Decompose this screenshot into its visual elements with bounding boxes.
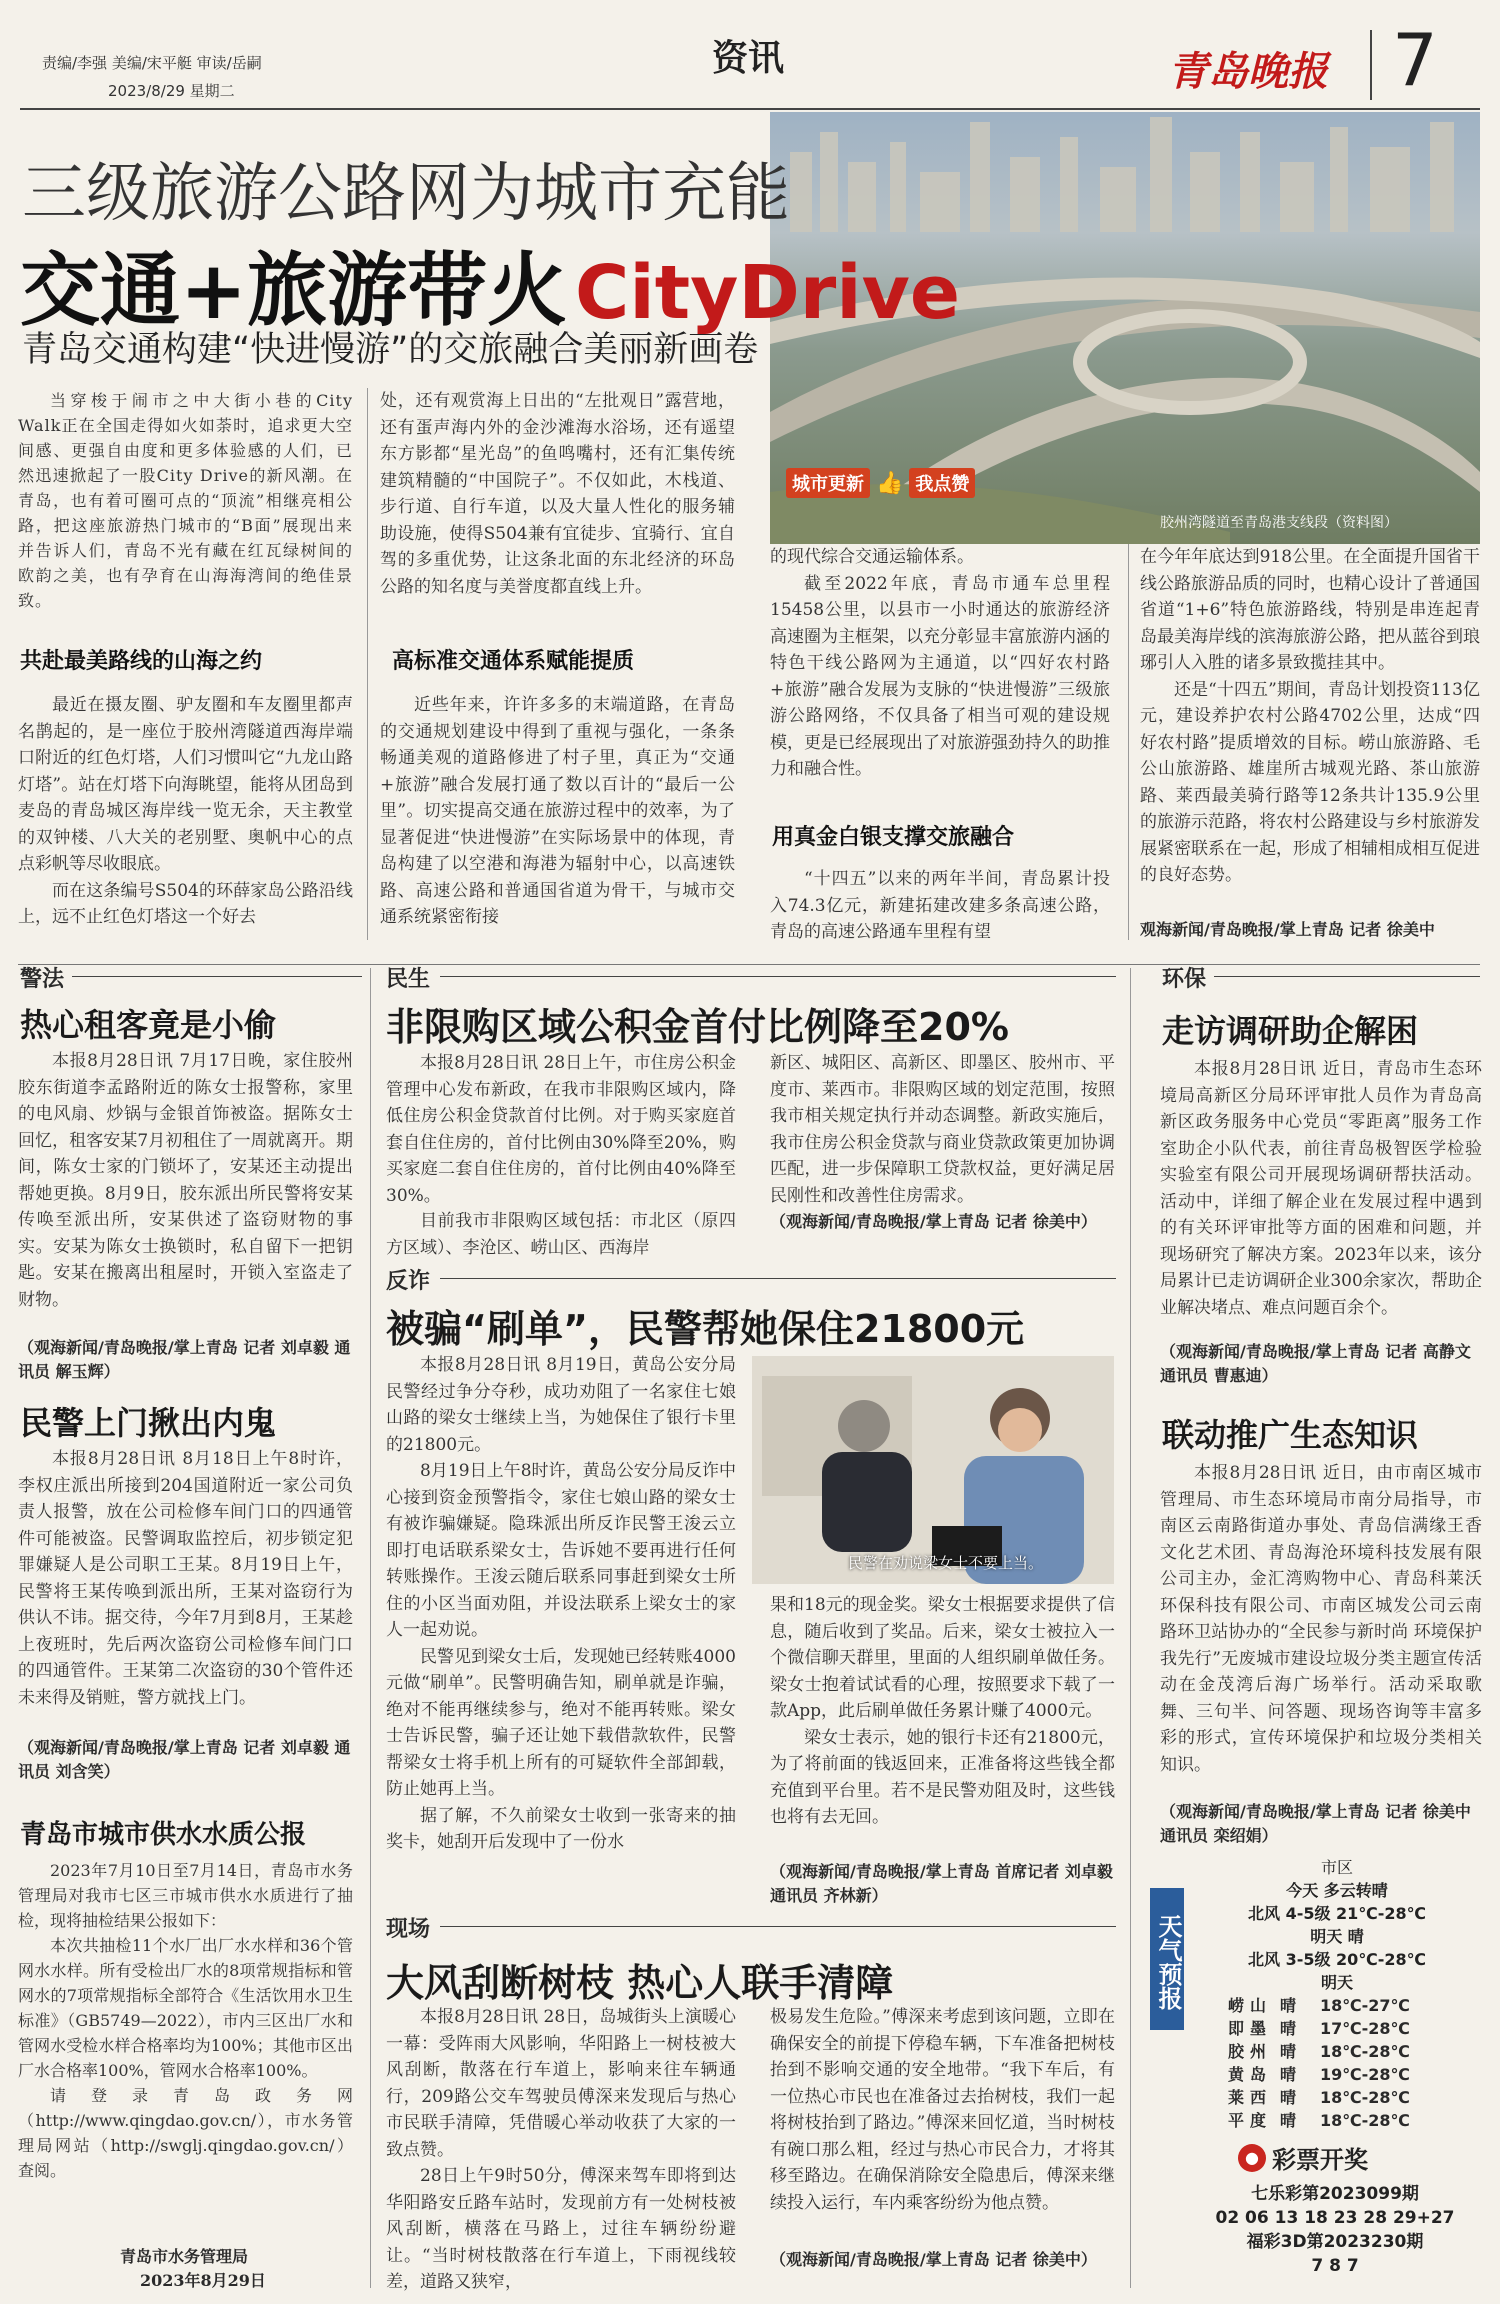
badge-right: 我点赞 — [909, 468, 975, 498]
editors-line: 责编/李强 美编/宋平艇 审读/岳嗣 — [42, 54, 262, 72]
label-rule — [440, 1278, 1116, 1279]
scene-t2: 极易发生危险。”傅深来考虑到该问题，立即在确保安全的前提下停稳车辆，下车准备把树枝抬到不影响交通的安全地带。“我下车后，有一位热心市民也在准备过去抬树枝，我们一起将树枝抬到了路边。”傅深来回忆道，当时树枝有碗口那么粗，经过与热心市民合力，才将其移至路边。在确保消除安全隐患后，傅深来继续投入运行，车内乘客纷纷为他点赞。 — [770, 2007, 1115, 2213]
weather-row — [1228, 1994, 1468, 2017]
lottery-results — [1190, 2182, 1480, 2278]
city-weather: 晴 — [1280, 2065, 1297, 2084]
police-b1: （观海新闻/青岛晚报/掌上青岛 记者 刘卓毅 通讯员 解玉辉） — [18, 1338, 351, 1381]
scene-byline: （观海新闻/青岛晚报/掌上青岛 记者 徐美中） — [770, 2250, 1097, 2269]
city-weather: 晴 — [1280, 2042, 1297, 2061]
weather-row — [1228, 2109, 1468, 2132]
city-name: 莱西 — [1228, 2088, 1273, 2107]
lottery-line-4: 7 8 7 — [1311, 2256, 1359, 2276]
fraud-photo — [752, 1356, 1114, 1584]
weather-today: 今天 多云转晴 — [1286, 1881, 1388, 1900]
city-temp: 18℃-27℃ — [1320, 1996, 1410, 2015]
city-weather: 晴 — [1280, 2111, 1297, 2130]
env-h2: 联动推广生态知识 — [1162, 1416, 1419, 1454]
env-b2: （观海新闻/青岛晚报/掌上青岛 记者 徐美中 通讯员 栾绍娟） — [1160, 1800, 1482, 1848]
badge-left: 城市更新 — [786, 468, 870, 498]
lead-sub2-text: 近些年来，许许多多的末端道路，在青岛的交通规划建设中得到了重视与强化，一条条畅通美观的道路修进了村子里，真正为“交通+旅游”融合发展打通了数以百计的“最后一公里”。切实提高交通在旅游过程中的效率，为了显著促进“快进慢游”在实际场景中的体现，青岛构建了以空港和海港为辐射中心，以高速铁路、高速公路和普通国省道为骨干，与城市交通系统紧密衔接 — [380, 695, 735, 927]
fraud-headline: 被骗“刷单”，民警帮她保住21800元 — [386, 1307, 1025, 1351]
col-divider — [367, 388, 368, 940]
livelihood-t3: 新区、城阳区、高新区、即墨区、胶州市、平度市、莱西市。非限购区域的划定范围，按照我市相关规定执行并动态调整。新政实施后，我市住房公积金贷款与商业贷款政策更加协调匹配，进一步保障职工贷款权益，更好满足居民刚性和改善性住房需求。 — [770, 1053, 1115, 1206]
fraud-photo-caption: 民警在劝说梁女士不要上当。 — [848, 1554, 1044, 1572]
city-name: 即墨 — [1228, 2019, 1273, 2038]
weather-row — [1228, 2017, 1468, 2040]
col-divider — [1130, 968, 1131, 2288]
lead-intro: 当穿梭于闹市之中大街小巷的City Walk正在全国走得如火如荼时，追求更大空间感、更强自由度和更多体验感的人们，已然迅速掀起了一股City Drive的新风潮。在青岛，也有着可圈可点的“顶流”相继亮相公路，把这座旅游热门城市的“B面”展现出来并告诉人们，青岛不光有藏在红瓦绿树间的欧韵之美，也有孕育在山海海湾间的绝佳景致。 — [18, 391, 353, 610]
lottery-title: 彩票开奖 — [1272, 2146, 1368, 2174]
header-rule — [20, 108, 1480, 110]
weather-label: 天气预报 — [1150, 1888, 1184, 2030]
lead-col4: 在今年年底达到918公里。在全面提升国省干线公路旅游品质的同时，也精心设计了普通国省道“1+6”特色旅游路线，特别是串连起青岛最美海岸线的滨海旅游公路，把从蓝谷到琅琊引人入胜的诸多景致揽挂其中。 还是“十四五”期间，青岛计划投资113亿元，建设养护农村公路4702公里，达成“四好农村路”提质增效的目标。崂山旅游路、毛公山旅游路、雄崖所古城观光路、茶山旅游路、莱西最美骑行路等12条共计135.9公里的旅游示范路，将农村公路建设与乡村旅游发展紧密联系在一起，形成了相辅相成相互促进的良好态势。 — [1140, 547, 1480, 885]
city-weather: 晴 — [1280, 2019, 1297, 2038]
photo-caption: 胶州湾隧道至青岛港支线段（资料图） — [1160, 515, 1398, 531]
col-divider — [370, 968, 371, 2288]
livelihood-headline: 非限购区域公积金首付比例降至20% — [386, 1005, 1009, 1049]
water-date: 2023年8月29日 — [140, 2271, 266, 2290]
weather-row — [1228, 2086, 1468, 2109]
water-signature: 青岛市水务管理局 — [120, 2247, 249, 2266]
weather-row — [1228, 2040, 1468, 2063]
city-name: 崂山 — [1228, 1996, 1273, 2015]
police-t2: 本报8月28日讯 8月18日上午8时许，李权庄派出所接到204国道附近一家公司负责人报警，放在公司检修车间门口的四通管件可能被盗。民警调取监控后，初步锁定犯罪嫌疑人是公司职工王某。8月19日上午，民警将王某传唤到派出所，王某对盗窃行为供认不讳。据交待，今年7月到8月，王某趁上夜班时，先后两次盗窃公司检修车间门口的四通管件。王某第二次盗窃的30个管件还未来得及销赃，警方就找上门。 — [18, 1449, 353, 1708]
weather-row — [1228, 2063, 1468, 2086]
weather-tomorrow: 明天 晴 — [1310, 1927, 1364, 1946]
city-name: 胶州 — [1228, 2042, 1273, 2061]
police-t1: 本报8月28日讯 7月17日晚，家住胶州胶东街道李孟路附近的陈女士报警称，家里的电风扇、炒锅与金银首饰被盗。据陈女士回忆，租客安某7月初租住了一周就离开。期间，陈女士家的门锁坏了，安某还主动提出帮她更换。8月9日，胶东派出所民警将安某传唤至派出所，安某供述了盗窃财物的事实。安某为陈女士换锁时，私自留下一把钥匙。安某在搬离出租屋时，开锁入室盗走了财物。 — [18, 1051, 353, 1310]
city-weather: 晴 — [1280, 2088, 1297, 2107]
lead-subhead: 青岛交通构建“快进慢游”的交旅融合美丽新画卷 — [22, 330, 759, 370]
lottery-line-1: 七乐彩第2023099期 — [1251, 2184, 1419, 2204]
lead-byline: 观海新闻/青岛晚报/掌上青岛 记者 徐美中 — [1140, 920, 1435, 939]
lottery-logo-icon: ● — [1238, 2144, 1266, 2172]
label-rule — [1214, 976, 1480, 977]
city-name: 平度 — [1228, 2111, 1273, 2130]
env-h1: 走访调研助企解困 — [1162, 1012, 1419, 1050]
lottery-header — [1238, 2140, 1368, 2175]
headline-brand: CityDrive — [575, 250, 961, 336]
label-rule — [440, 976, 1116, 977]
header-divider — [1370, 30, 1372, 100]
paper-name: 青岛晚报 — [1168, 48, 1328, 95]
col-divider — [1128, 544, 1129, 940]
weather-tomorrow-wind: 北风 3-5级 20℃-28℃ — [1248, 1950, 1426, 1969]
lead-col2: 处，还有观赏海上日出的“左批观日”露营地，还有蛋声海内外的金沙滩海水浴场，还有遥望东方影都“星光岛”的鱼鸣嘴村，还有汇集传统建筑精髓的“中国院子”。不仅如此，木栈道、步行道、自行车道，以及大量人性化的服务辅助设施，使得S504兼有宜徒步、宜骑行、宜自驾的多重优势，让这条北面的东北经济的环岛公路的知名度与美誉度都直线上升。 — [380, 391, 735, 597]
city-name: 黄岛 — [1228, 2065, 1273, 2084]
lottery-line-3: 福彩3D第2023230期 — [1246, 2232, 1424, 2252]
scene-headline: 大风刮断树枝 热心人联手清障 — [386, 1961, 894, 2005]
fraud-t2: 果和18元的现金奖。梁女士根据要求提供了信息，随后收到了奖品。后来，梁女士被拉入一个微信聊天群里，里面的人组织刷单做任务。梁女士抱着试试看的心理，按照要求下载了一款App，此后刷单做任务累计赚了4000元。 梁女士表示，她的银行卡还有21800元，为了将前面的钱返回来，正准备将这些钱全都充值到平台里。若不是民警劝阻及时，这些钱也将有去无回。 — [770, 1595, 1115, 1827]
env-section-label: 环保 — [1162, 967, 1207, 992]
city-temp: 18℃-28℃ — [1320, 2042, 1410, 2061]
lead-sub2: 高标准交通体系赋能提质 — [392, 649, 635, 674]
livelihood-t1: 本报8月28日讯 28日上午，市住房公积金管理中心发布新政，在我市非限购区域内，降低住房公积金贷款首付比例。对于购买家庭首套自住住房的，首付比例由30%降至20%，购买家庭二套自住住房的，首付比例由40%降至30%。 — [386, 1053, 736, 1206]
city-temp: 18℃-28℃ — [1320, 2088, 1410, 2107]
water-h3: 青岛市城市供水水质公报 — [20, 1820, 307, 1850]
weather-city-label: 市区 — [1320, 1858, 1353, 1877]
city-temp: 18℃-28℃ — [1320, 2111, 1410, 2130]
city-temp: 17℃-28℃ — [1320, 2019, 1410, 2038]
weather-panel — [1196, 1856, 1478, 1994]
lead-sub3-text: “十四五”以来的两年半间，青岛累计投入74.3亿元，新建拓建改建多条高速公路，青岛的高速公路通车里程有望 — [770, 869, 1110, 942]
weather-cities — [1228, 1994, 1468, 2132]
env-b1: （观海新闻/青岛晚报/掌上青岛 记者 高静文 通讯员 曹惠迪） — [1160, 1340, 1482, 1388]
lead-sub1-text: 最近在摄友圈、驴友圈和车友圈里都声名鹊起的，是一座位于胶州湾隧道西海岸端口附近的红色灯塔，人们习惯叫它“九龙山路灯塔”。站在灯塔下向海眺望，能将从团岛到麦岛的青岛城区海岸线一览无余，天主教堂的双钟楼、八大关的老别墅、奥帆中心的点点彩帆等尽收眼底。 而在这条编号S504的环薛家岛公路沿线上，远不止红色灯塔这一个好去 — [18, 695, 353, 927]
section-title: 资讯 — [712, 38, 785, 79]
section-rule — [18, 964, 1480, 965]
livelihood-section-label: 民生 — [386, 967, 431, 992]
fraud-t1: 本报8月28日讯 8月19日，黄岛公安分局民警经过争分夺秒，成功劝阻了一名家住七娘山路的梁女士继续上当，为她保住了银行卡里的21800元。 8月19日上午8时许，黄岛公安分局反诈中心接到资金预警指令，家住七娘山路的梁女士有被诈骗嫌疑。隐珠派出所反诈民警王浚云立即打电话联系梁女士，告诉她不要再进行任何转账操作。王浚云随后联系同事赶到梁女士所住的小区当面劝阻，并设法联系上梁女士的家人一起劝说。 民警见到梁女士后，发现她已经转账4000元做“刷单”。民警明确告知，刷单就是诈骗，绝对不能再继续参与，绝对不能再转账。梁女士告诉民警，骗子还让她下载借款软件，民警帮梁女士将手机上所有的可疑软件全部卸载，防止她再上当。 据了解，不久前梁女士收到一张寄来的抽奖卡，她刮开后发现中了一份水 — [386, 1355, 736, 1852]
issue-date: 2023/8/29 星期二 — [108, 82, 235, 100]
fraud-section-label: 反诈 — [386, 1269, 431, 1294]
livelihood-t2: 目前我市非限购区域包括：市北区（原四方区域）、李沧区、崂山区、西海岸 — [386, 1211, 736, 1258]
lottery-line-2: 02 06 13 18 23 28 29+27 — [1215, 2208, 1455, 2228]
page-number: 7 — [1392, 18, 1438, 102]
env-t2: 本报8月28日讯 近日，由市南区城市管理局、市生态环境局市南分局指导，市南区云南路街道办事处、青岛信满缘王香文化艺术团、青岛海沧环境科技发展有限公司主办，金汇湾购物中心、青岛科莱沃环保科技有限公司、市南区城发公司云南路环卫站协办的“全民参与新时尚 环境保护我先行”无废城市建设垃圾分类主题宣传活动在金茂湾后海广场举行。活动采取歌舞、三句半、问答题、现场咨询等丰富多彩的形式，宣传环境保护和垃圾分类相关知识。 — [1160, 1463, 1482, 1775]
lead-sub1: 共赴最美路线的山海之约 — [20, 649, 263, 674]
label-rule — [72, 976, 362, 977]
police-h2: 民警上门揪出内鬼 — [20, 1404, 277, 1442]
livelihood-byline: （观海新闻/青岛晚报/掌上青岛 记者 徐美中） — [770, 1210, 1115, 1234]
lead-sub3: 用真金白银支撑交旅融合 — [772, 825, 1015, 850]
fraud-byline: （观海新闻/青岛晚报/掌上青岛 首席记者 刘卓毅 通讯员 齐林新） — [770, 1860, 1115, 1908]
lead-col3: 的现代综合交通运输体系。 截至2022年底，青岛市通车总里程15458公里，以县市一小时通达的旅游经济高速圈为主框架，以充分彰显丰富旅游内涵的特色干线公路网为主通道，以“四好农村路+旅游”融合发展为支脉的“快进慢游”三级旅游公路网络，不仅具备了相当可观的建设规模，更是已经展现出了对旅游强劲持久的助推力和融合性。 — [770, 547, 1110, 779]
scene-section-label: 现场 — [386, 1917, 431, 1942]
police-b2: （观海新闻/青岛晚报/掌上青岛 记者 刘卓毅 通讯员 刘含笑） — [18, 1738, 351, 1781]
label-rule — [440, 1926, 1116, 1927]
police-section-label: 警法 — [20, 967, 65, 992]
env-t1: 本报8月28日讯 近日，青岛市生态环境局高新区分局环评审批人员作为青岛高新区政务服务中心党员“零距离”服务工作室助企小队代表，前往青岛极智医学检验实验室有限公司开展现场调研帮扶活动。活动中，详细了解企业在发展过程中遇到的有关环评审批等方面的困难和问题，并现场研究了解决方案。2023年以来，该分局累计已走访调研企业300余家次，帮助企业解决堵点、难点问题百余个。 — [1160, 1059, 1482, 1318]
city-weather: 晴 — [1280, 1996, 1297, 2015]
water-t3: 2023年7月10日至7月14日，青岛市水务管理局对我市七区三市城市供水水质进行了抽检，现将抽检结果公报如下： 本次共抽检11个水厂出厂水水样和36个管网水水样。所有受检出厂水的8项常规指标和管网水的7项常规指标全部符合《生活饮用水卫生标准》（GB5749—2022），市内三区出厂水和管网水受检水样合格率均为100%；其他市区出厂水合格率100%，管网水合格率100%。 请登录青岛政务网（http://www.qingdao.gov.cn/），市水务管理局网站（http://swglj.qingdao.gov.cn/）查阅。 — [18, 1861, 353, 2180]
thumbs-up-icon: 👍 — [876, 470, 904, 496]
city-temp: 19℃-28℃ — [1320, 2065, 1410, 2084]
lead-kicker: 三级旅游公路网为城市充能 — [22, 157, 790, 231]
police-h1: 热心租客竟是小偷 — [20, 1006, 277, 1044]
weather-today-wind: 北风 4-5级 21℃-28℃ — [1248, 1904, 1426, 1923]
scene-t1: 本报8月28日讯 28日，岛城街头上演暖心一幕：受阵雨大风影响，华阳路上一树枝被大风刮断，散落在行车道上，影响来往车辆通行，209路公交车驾驶员傅深来发现后与热心市民联手清障，凭借暖心举动收获了大家的一致点赞。 28日上午9时50分，傅深来驾车即将到达华阳路安丘路车站时，发现前方有一处树枝被风刮断，横落在马路上，过往车辆纷纷避让。“当时树枝散落在行车道上，下雨视线较差，道路又狭窄， — [386, 2007, 736, 2292]
headline-main: 交通+旅游带火 — [20, 244, 568, 337]
photo-badge — [786, 468, 975, 498]
weather-tomorrow2: 明天 — [1320, 1973, 1353, 1992]
